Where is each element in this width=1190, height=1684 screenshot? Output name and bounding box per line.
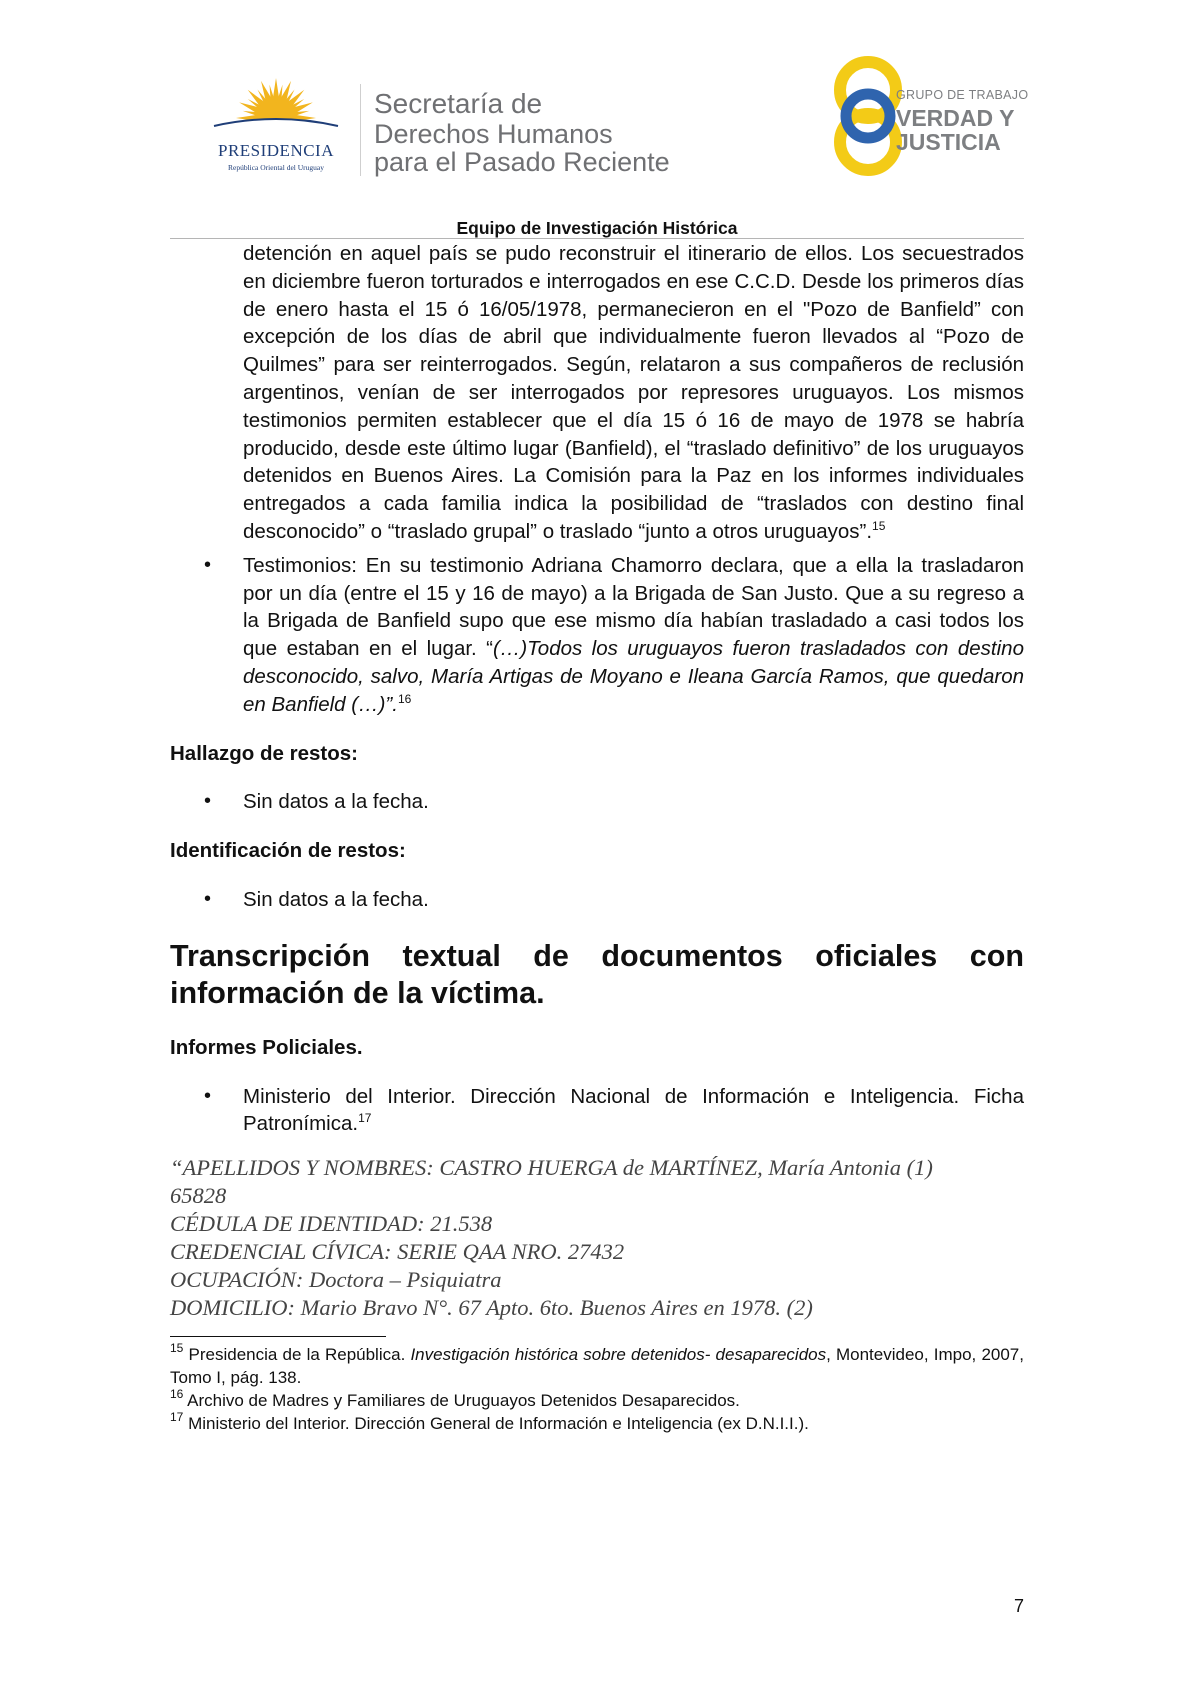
gtvj-line-2: VERDAD Y bbox=[896, 105, 1015, 131]
informes-item-text: Ministerio del Interior. Dirección Nacional de Información e Inteligencia. Ficha Patronímica. bbox=[243, 1084, 1024, 1136]
gtvj-line-1: GRUPO DE TRABAJO bbox=[896, 88, 1029, 102]
testimonios-quote: (…)Todos los uruguayos fueron trasladados con destino desconocido, salvo, María Artigas de Moyano e Ileana García Ramos, que quedaron en Banfield (…)”. bbox=[243, 637, 1024, 716]
continued-paragraph bbox=[243, 240, 1024, 546]
presidencia-subtitle: República Oriental del Uruguay bbox=[227, 163, 325, 172]
testimonios-text: Testimonios: En su testimonio Adriana Chamorro declara, que a ella la trasladaron por un día (entre el 15 y 16 de mayo) a la Brigada de San Justo. Que a su regreso a la Brigada de Banfield supo que ese mismo día habían trasladado a casi todos los que estaban en el lugar. “ bbox=[243, 553, 1024, 661]
secretaria-line-2: Derechos Humanos bbox=[374, 119, 613, 149]
page-content bbox=[170, 240, 1024, 1435]
quote-line: OCUPACIÓN: Doctora – Psiquiatra bbox=[170, 1267, 502, 1293]
continued-paragraph-text: detención en aquel país se pudo reconstruir el itinerario de ellos. Los secuestrados en diciembre fueron torturados e interrogados en ese C.C.D. Desde los primeros días de enero hasta el 15 ó 16/05/1978, permanecieron en el "Pozo de Banfield” con excepción de los días de abril que individualmente fueron llevados al “Pozo de Quilmes” para ser reinterrogados. Según, relataron a sus compañeros de reclusión argentinos, venían de ser interrogados por represores uruguayos. Los mismos testimonios permiten establecer que el día 15 ó 16 de mayo de 1978 se habría producido, desde este último lugar (Banfield), el “traslado definitivo” de los uruguayos detenidos en Buenos Aires. La Comisión para la Paz en los informes individuales entregados a cada familia indica la posibilidad de “traslados con destino final desconocido” o “traslado grupal” o traslado “junto a otros uruguayos”. bbox=[243, 242, 1024, 543]
footnote-15-post: , Montevideo, Impo, 2007, Tomo I, pág. 138. bbox=[170, 1345, 1024, 1388]
footnote-15-title: Investigación histórica sobre detenidos- desaparecidos bbox=[410, 1345, 827, 1365]
footnote-number: 17 bbox=[170, 1410, 184, 1425]
list-item-hallazgo bbox=[204, 788, 1024, 816]
footnote-ref-15: 15 bbox=[872, 518, 886, 533]
section-title: Transcripción textual de documentos oficiales con información de la víctima. bbox=[170, 938, 1024, 1010]
footnote-ref-16: 16 bbox=[397, 691, 412, 706]
page-number: 7 bbox=[1014, 1596, 1025, 1616]
page-header bbox=[0, 0, 1190, 240]
secretaria-line-3: para el Pasado Reciente bbox=[374, 147, 670, 177]
footnote-number: 16 bbox=[170, 1387, 184, 1402]
presidencia-sun-logo bbox=[196, 76, 356, 186]
ficha-quote bbox=[170, 1154, 1024, 1322]
quote-line: CÉDULA DE IDENTIDAD: 21.538 bbox=[170, 1211, 493, 1237]
identificacion-item-text: Sin datos a la fecha. bbox=[243, 887, 429, 911]
bullet-icon: • bbox=[204, 790, 212, 813]
verdad-justicia-wordmark bbox=[896, 88, 1056, 154]
team-title: Equipo de Investigación Histórica bbox=[456, 218, 738, 238]
informes-heading: Informes Policiales. bbox=[170, 1035, 363, 1059]
bullet-icon: • bbox=[204, 887, 212, 910]
footnotes bbox=[170, 1343, 1024, 1435]
footnote-17 bbox=[170, 1412, 1024, 1435]
bullet-icon: • bbox=[204, 553, 212, 576]
quote-line: DOMICILIO: Mario Bravo N°. 67 Apto. 6to. Buenos Aires en 1978. (2) bbox=[170, 1295, 813, 1321]
header-separator bbox=[360, 84, 361, 176]
identificacion-heading: Identificación de restos: bbox=[170, 839, 406, 863]
list-item-informes bbox=[204, 1083, 1024, 1139]
presidencia-wordmark: PRESIDENCIA bbox=[217, 141, 335, 160]
footnote-16-text: Archivo de Madres y Familiares de Uruguayos Detenidos Desaparecidos. bbox=[183, 1391, 740, 1411]
footnote-15 bbox=[170, 1343, 1024, 1389]
footnote-ref-17: 17 bbox=[358, 1111, 372, 1126]
secretaria-title bbox=[374, 88, 714, 176]
footnote-17-text: Ministerio del Interior. Dirección General de Información e Inteligencia (ex D.N.I.I.). bbox=[183, 1414, 809, 1434]
quote-line: CREDENCIAL CÍVICA: SERIE QAA NRO. 27432 bbox=[170, 1239, 625, 1265]
header-rule bbox=[170, 238, 1024, 239]
footnote-16 bbox=[170, 1389, 1024, 1412]
quote-line: 65828 bbox=[170, 1183, 227, 1209]
list-item-testimonios bbox=[204, 552, 1024, 719]
footnote-15-pre: Presidencia de la República. bbox=[183, 1345, 411, 1365]
quote-line: “APELLIDOS Y NOMBRES: CASTRO HUERGA de MARTÍNEZ, María Antonia (1) bbox=[170, 1155, 933, 1181]
list-item-identificacion bbox=[204, 886, 1024, 914]
hallazgo-item-text: Sin datos a la fecha. bbox=[243, 790, 429, 814]
bullet-icon: • bbox=[204, 1084, 212, 1107]
secretaria-line-1: Secretaría de bbox=[374, 88, 543, 119]
gtvj-line-3: JUSTICIA bbox=[896, 129, 1001, 155]
footnote-number: 15 bbox=[170, 1341, 184, 1356]
hallazgo-heading: Hallazgo de restos: bbox=[170, 741, 358, 765]
footnote-separator bbox=[170, 1336, 386, 1337]
